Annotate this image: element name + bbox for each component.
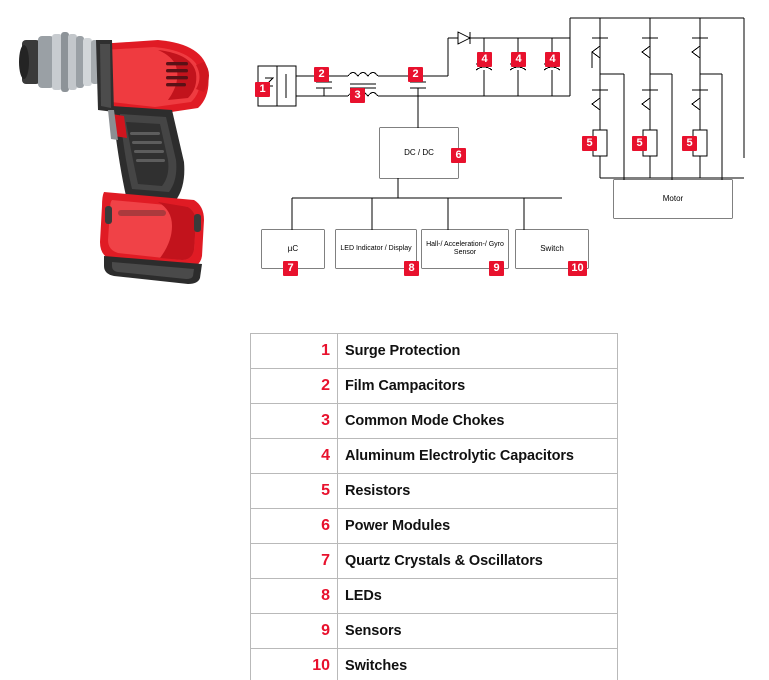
marker-6-power-module: 6	[451, 148, 466, 163]
legend-number: 4	[251, 439, 338, 474]
switch-label: Switch	[516, 230, 588, 268]
marker-5-resistor-phase-w: 5	[682, 136, 697, 151]
legend-number: 7	[251, 544, 338, 579]
marker-5-resistor-phase-v: 5	[632, 136, 647, 151]
legend-label: Quartz Crystals & Oscillators	[338, 544, 618, 579]
legend-number: 2	[251, 369, 338, 404]
block-diagram	[252, 8, 762, 293]
drill-clutch-collar	[96, 40, 114, 112]
marker-4-electrolytic-capacitor-3: 4	[545, 52, 560, 67]
marker-7-quartz-oscillator: 7	[283, 261, 298, 276]
marker-9-sensor: 9	[489, 261, 504, 276]
legend-number: 1	[251, 334, 338, 369]
legend-number: 6	[251, 509, 338, 544]
dcdc-label: DC / DC	[380, 128, 458, 178]
marker-2-film-capacitor-input: 2	[314, 67, 329, 82]
table-row	[251, 509, 618, 544]
table-row	[251, 649, 618, 680]
legend-number: 8	[251, 579, 338, 614]
legend-label: Resistors	[338, 474, 618, 509]
table-row	[251, 614, 618, 649]
cordless-drill-illustration	[8, 10, 248, 300]
table-row	[251, 404, 618, 439]
legend-label: Film Campacitors	[338, 369, 618, 404]
legend-label: Common Mode Chokes	[338, 404, 618, 439]
legend-number: 10	[251, 649, 338, 680]
microcontroller-label: µC	[262, 230, 324, 268]
legend-label: LEDs	[338, 579, 618, 614]
table-row	[251, 369, 618, 404]
marker-5-resistor-phase-u: 5	[582, 136, 597, 151]
legend-label: Switches	[338, 649, 618, 680]
marker-8-led: 8	[404, 261, 419, 276]
legend-label: Power Modules	[338, 509, 618, 544]
table-row	[251, 474, 618, 509]
table-row	[251, 334, 618, 369]
drill-body	[98, 40, 209, 114]
legend-number: 5	[251, 474, 338, 509]
sensor-label: Hall-/ Acceleration-/ Gyro Sensor	[422, 230, 508, 268]
drill-svg	[8, 10, 248, 300]
legend-number: 9	[251, 614, 338, 649]
marker-2-film-capacitor-output: 2	[408, 67, 423, 82]
table-row	[251, 544, 618, 579]
marker-4-electrolytic-capacitor-2: 4	[511, 52, 526, 67]
legend-number: 3	[251, 404, 338, 439]
led-display-label: LED Indicator / Display	[336, 230, 416, 268]
legend-label: Surge Protection	[338, 334, 618, 369]
marker-10-switch: 10	[568, 261, 587, 276]
drill-chuck	[19, 32, 99, 92]
legend-label: Sensors	[338, 614, 618, 649]
motor-label: Motor	[614, 180, 732, 218]
table-row	[251, 579, 618, 614]
marker-3-common-mode-choke: 3	[350, 88, 365, 103]
marker-4-electrolytic-capacitor-1: 4	[477, 52, 492, 67]
marker-1-surge-protection: 1	[255, 82, 270, 97]
legend-label: Aluminum Electrolytic Capacitors	[338, 439, 618, 474]
component-legend-table	[250, 333, 618, 680]
drill-battery-pack	[100, 192, 204, 284]
table-row	[251, 439, 618, 474]
